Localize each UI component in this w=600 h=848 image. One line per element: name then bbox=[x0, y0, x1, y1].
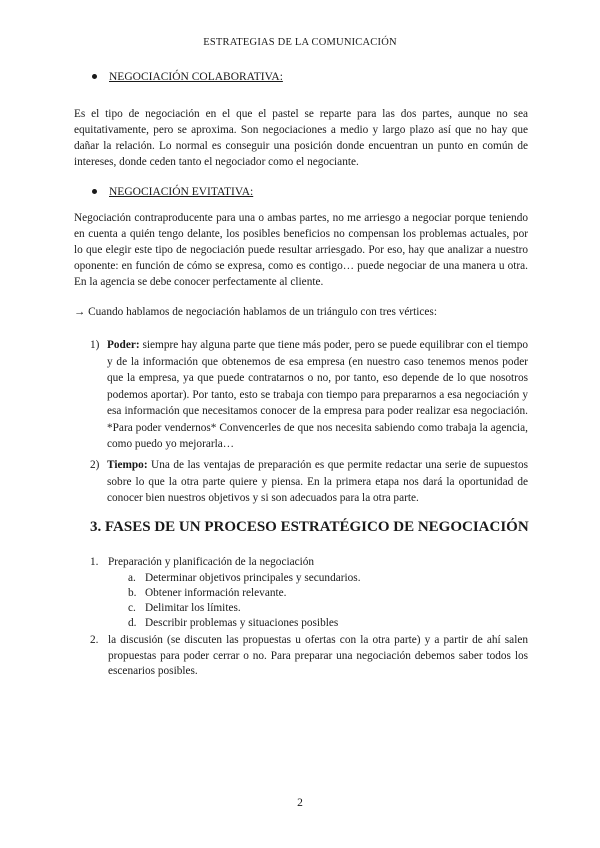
phase-subitem-b bbox=[128, 586, 286, 601]
sub-text: Obtener información relevante. bbox=[145, 587, 287, 599]
phase-item-2 bbox=[90, 633, 528, 680]
phase-item-1 bbox=[90, 555, 528, 571]
heading-text: NEGOCIACIÓN EVITATIVA: bbox=[109, 186, 254, 198]
section-heading-phases: 3. FASES DE UN PROCESO ESTRATÉGICO DE NEGOCIACIÓN bbox=[90, 519, 529, 535]
item-number: 2) bbox=[90, 459, 100, 471]
item-text: Una de las ventajas de preparación es que permite redactar una serie de supuestos sobre lo que la otra parte quiere y piensa. En la primera etapa nos dará la oportunidad de conocer bien nuestros objetivos y si son adecuados para la otra parte. bbox=[107, 459, 528, 504]
page-header: ESTRATEGIAS DE LA COMUNICACIÓN bbox=[203, 37, 397, 48]
sub-letter: d. bbox=[128, 617, 137, 629]
section-heading-collaborative bbox=[92, 71, 283, 83]
page-number: 2 bbox=[297, 797, 303, 809]
phase-subitem-d bbox=[128, 616, 338, 631]
item-body bbox=[107, 457, 528, 507]
phase-subitem-c bbox=[128, 601, 241, 616]
item-term: Poder: bbox=[107, 339, 140, 351]
item-text: la discusión (se discuten las propuestas u ofertas con la otra parte) y a partir de ahí salen propuestas para poder cerrar o no. Para preparar una negociación debemos saber todos los escenarios posibles. bbox=[108, 634, 528, 677]
item-number: 1) bbox=[90, 339, 100, 351]
collaborative-paragraph: Es el tipo de negociación en el que el pastel se reparte para las dos partes, aunque no sea equitativamente, pero se aproxima. Son negociaciones a medio y largo plazo así que no hay que dañar la relación. Lo normal es conseguir una posición donde encuentran un punto en común de intereses, donde ceden tanto el negociador como el negociante. bbox=[74, 108, 528, 168]
sub-letter: c. bbox=[128, 602, 136, 614]
section-heading-avoidant bbox=[92, 186, 253, 198]
item-term: Tiempo: bbox=[107, 459, 148, 471]
item-text: Preparación y planificación de la negociación bbox=[108, 556, 315, 568]
sub-text: Determinar objetivos principales y secundarios. bbox=[145, 572, 361, 584]
triangle-intro: → Cuando hablamos de negociación hablamos de un triángulo con tres vértices: bbox=[74, 306, 437, 318]
bullet-icon bbox=[92, 189, 97, 194]
item-number: 1. bbox=[90, 556, 99, 568]
phase-subitem-a bbox=[128, 571, 361, 586]
sub-letter: a. bbox=[128, 572, 136, 584]
item-text: siempre hay alguna parte que tiene más poder, pero se puede equilibrar con el tiempo y de la información que obtenemos de esa empresa (en nuestro caso tenemos menos poder que la empresa, ya que puede contratarnos o no, por tanto, eso depende de lo que nosotros podemos aportar). Por tanto, esto se trabaja con tiempo para prepararnos a esa negociación y esa información que necesitamos conocer de la empresa para poder realizar esa negociación. *Para poder vendernos* Convencerles de que nos necesita sabiendo como trabaja la agencia, como puedo yo mejorarla… bbox=[107, 339, 528, 450]
heading-text: NEGOCIACIÓN COLABORATIVA: bbox=[109, 71, 283, 83]
avoidant-paragraph: Negociación contraproducente para una o ambas partes, no me arriesgo a negociar porque teniendo en cuenta a quién tengo delante, los posibles beneficios no compensan los problemas actuales, por lo que elegir este tipo de negociación puede resultar arriesgado. Por eso, hay que analizar a nuestro oponente: en función de cómo se expresa, como es contigo… puede negociar de una manera u otra. En la agencia se debe conocer perfectamente al cliente. bbox=[74, 212, 528, 288]
item-number: 2. bbox=[90, 634, 99, 646]
vertex-item-time bbox=[90, 457, 528, 507]
vertex-item-power bbox=[90, 337, 528, 453]
bullet-icon bbox=[92, 74, 97, 79]
sub-letter: b. bbox=[128, 587, 137, 599]
sub-text: Describir problemas y situaciones posibles bbox=[145, 617, 339, 629]
item-body bbox=[107, 337, 528, 453]
sub-text: Delimitar los límites. bbox=[145, 602, 241, 614]
